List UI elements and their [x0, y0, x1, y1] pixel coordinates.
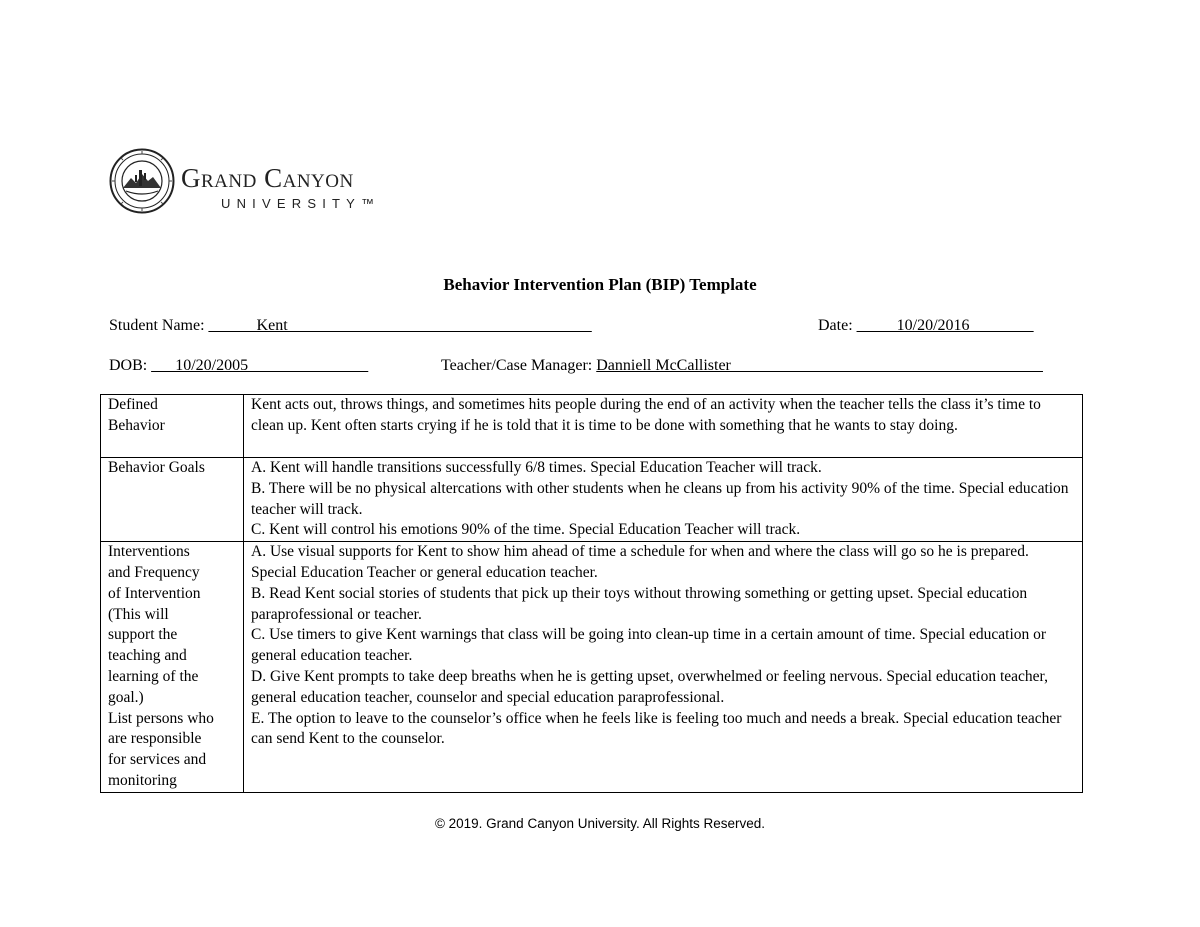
bip-table — [100, 394, 1083, 793]
goal-item: B. There will be no physical altercations with other students when he cleans up from his activity 90% of the time. Special education teacher will track. — [251, 479, 1069, 518]
intervention-item: C. Use timers to give Kent warnings that class will be going into clean-up time in a certain amount of time. Special education or general education teacher. — [251, 626, 1047, 665]
row-label-line: List persons who — [108, 709, 214, 727]
row-label-line: Defined — [108, 396, 158, 413]
student-name-value: ______Kent______________________________________ — [208, 317, 592, 334]
row-label-line: of Intervention — [108, 584, 201, 602]
teacher-value: Danniell McCallister_______________________________________ — [596, 357, 1043, 374]
row-label-line: (This will — [108, 605, 169, 623]
document-title: Behavior Intervention Plan (BIP) Template — [443, 275, 757, 294]
intervention-item: E. The option to leave to the counselor’s office when he feels like is feeling too much and needs a break. Special education teacher can send Kent to the counselor. — [251, 709, 1062, 748]
goal-item: C. Kent will control his emotions 90% of the time. Special Education Teacher will track. — [251, 521, 801, 539]
row-label-line: Behavior Goals — [108, 459, 205, 476]
row-label-line: and Frequency — [108, 563, 200, 581]
row-label-line: Behavior — [108, 416, 165, 434]
row-label-cell — [101, 395, 244, 458]
date-label: Date: — [818, 317, 857, 334]
intervention-item: D. Give Kent prompts to take deep breaths when he is getting upset, overwhelmed or feeling nervous. Special education teacher, general education teacher, counselor and special education paraprofessional. — [251, 667, 1048, 706]
row-label-cell — [101, 458, 244, 542]
intervention-item: B. Read Kent social stories of students that pick up their toys without throwing something or getting upset. Special education paraprofessional or teacher. — [251, 584, 1028, 623]
dob-field — [109, 356, 368, 376]
table-row-interventions — [101, 542, 1083, 793]
goal-item: A. Kent will handle transitions successfully 6/8 times. Special Education Teacher will track. — [251, 459, 822, 476]
dob-label: DOB: — [109, 357, 152, 374]
row-label-line: support the — [108, 626, 178, 644]
row-content-cell — [244, 542, 1083, 793]
dob-value: ___10/20/2005_______________ — [151, 357, 369, 374]
university-seal-icon — [109, 148, 175, 214]
student-name-field — [109, 316, 592, 336]
row-label-cell — [101, 542, 244, 793]
table-row-defined-behavior — [101, 395, 1083, 458]
intervention-item: A. Use visual supports for Kent to show him ahead of time a schedule for when and where the class will go so he is prepared. Special Education Teacher or general education teacher. — [251, 543, 1029, 581]
row-label-line: learning of the — [108, 667, 199, 685]
row-label-line: are responsible — [108, 730, 202, 748]
row-content-cell — [244, 458, 1083, 542]
student-name-label: Student Name: — [109, 317, 209, 334]
copyright-footer: © 2019. Grand Canyon University. All Rights Reserved. — [434, 816, 766, 831]
defined-behavior-text: Kent acts out, throws things, and sometimes hits people during the end of an activity when the teacher tells the class it’s time to clean up. Kent often starts crying if he is told that it is time to be done with something that he wants to stay doing. — [251, 396, 1041, 434]
university-logo — [109, 148, 409, 216]
teacher-field — [441, 356, 1043, 376]
date-field — [818, 316, 1034, 336]
teacher-label: Teacher/Case Manager: — [441, 357, 597, 374]
date-value: _____10/20/2016________ — [856, 317, 1034, 334]
table-row-behavior-goals — [101, 458, 1083, 542]
row-label-line: for services and — [108, 751, 207, 769]
row-label-line: goal.) — [108, 688, 144, 706]
row-label-line: teaching and — [108, 647, 187, 665]
row-content-cell — [244, 395, 1083, 458]
logo-subtitle: UNIVERSITY™ — [221, 196, 381, 211]
logo-name-text: Grand Canyon — [181, 163, 354, 193]
logo-wordmark — [181, 164, 354, 192]
row-label-line: monitoring — [108, 771, 177, 789]
row-label-line: Interventions — [108, 543, 190, 561]
